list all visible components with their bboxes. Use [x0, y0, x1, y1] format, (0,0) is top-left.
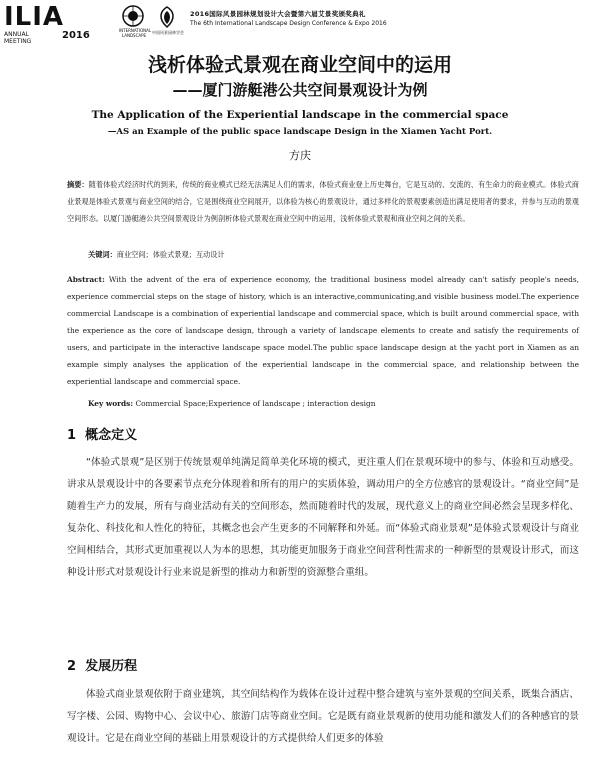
abstract-en-label: Abstract: — [67, 275, 105, 284]
conference-header — [0, 0, 600, 48]
paper-title-en: The Application of the Experiential landscape in the commercial space — [91, 109, 509, 121]
section-title: 概念定义 — [85, 428, 138, 443]
section-1-paragraph: “体验式景观”是区别于传统景观单纯满足简单美化环境的模式，更注重人们在景观环境中的参与、体验和互动感受。讲求从景观设计中的各要素节点充分体现着和所有的用户的实质体验，调动用户的全方位感官的景观设计。“商业空间”是随着生产力的发展，所有与商业活动有关的空间形态，然而随着时代的发展，现代意义上的商业空间必然会呈现多样化、复杂化、科技化和人性化的特征，其概念也会产生更多的不同解释和外延。而“体验式商业景观”是体验式景观设计与商业空间相结合，其形式更加重视以人为本的思想，其功能更加服务于商业空间营利性需求的一种新型的景观设计形式，而这种设计形式对景观设计行业来说是新型的推动力和新型的资源整合重组。 — [67, 457, 579, 578]
conference-emblem-icon — [122, 5, 144, 27]
society-emblem-icon — [154, 5, 180, 29]
conference-title-cn: 2016国际风景园林规划设计大会暨第六届艾景奖颁奖典礼 — [190, 10, 366, 18]
author-name: 方庆 — [289, 149, 311, 162]
keywords-cn-text: 商业空间；体验式景观；互动设计 — [116, 250, 225, 259]
keywords-en — [88, 399, 568, 408]
abstract-en — [67, 271, 579, 390]
ilia-logo-subtitle: ANNUAL MEETING — [4, 31, 32, 45]
abstract-cn-label: 摘要： — [67, 180, 89, 189]
ilia-logo-year: 2016 — [62, 30, 90, 41]
section-number: 2 — [67, 659, 77, 674]
keywords-en-text: Commercial Space;Experience of landscape ; interaction design — [135, 399, 376, 408]
paper-subtitle-en: —AS an Example of the public space landscape Design in the Xiamen Yacht Port. — [107, 127, 493, 137]
abstract-cn — [67, 176, 579, 227]
section-heading-2 — [67, 655, 137, 674]
society-emblem-caption: 中国风景园林学会 — [152, 30, 184, 35]
paper-subtitle-cn: ——厦门游艇港公共空间景观设计为例 — [172, 81, 428, 99]
paper-title-cn: 浅析体验式景观在商业空间中的运用 — [147, 54, 452, 76]
section-title: 发展历程 — [85, 659, 138, 674]
abstract-cn-text: 随着体验式经济时代的到来，传统的商业模式已经无法满足人们的需求，体验式商业登上历史舞台，它是互动的、交流的、有生命力的商业模式。体验式商业景观是体验式景观与商业空间的结合，它是围绕商业空间展开，以体验为核心的景观设计，通过多样化的景观要素创造出满足使用者的要求，并参与互动的景观空间形态。以厦门游艇港公共空间景观设计为例剖析体验式景观在商业空间中的运用，浅析体验式景观和商业空间之间的关系。 — [67, 180, 579, 223]
keywords-cn — [88, 250, 568, 260]
keywords-cn-label: 关键词： — [88, 250, 117, 259]
conference-title-en: The 6th International Landscape Design Conference & Expo 2016 — [190, 20, 387, 27]
emblem-caption: INTERNATIONAL LANDSCAPE — [119, 28, 152, 38]
ilia-logo: ILIA — [4, 2, 65, 32]
section-heading-1 — [67, 424, 137, 443]
section-number: 1 — [67, 428, 77, 443]
abstract-en-text: With the advent of the era of experience economy, the traditional business model already can't satisfy people's needs, experience commercial steps on the stage of history, which is an interactive,communicating,and visible business model.The experience commercial Landscape is a combination of experiential landscape and commercial space, which is built around commercial space, with the experience as the core of landscape design, through a variety of landscape elements to create and satisfy the requirements of users, and participate in the interactive landscape space model.The public space landscape design at the yacht port in Xiamen as an example simply analyses the application of the experiential landscape in the commercial space, and relationship between the experiential landscape and commercial space. — [67, 275, 579, 386]
keywords-en-label: Key words: — [88, 399, 134, 408]
section-2-paragraph: 体验式商业景观依附于商业建筑，其空间结构作为载体在设计过程中整合建筑与室外景观的空间关系，既集合酒店、写字楼、公园、购物中心、会议中心、旅游门店等商业空间。它是既有商业景观新的使用功能和激发人们的各种感官的景观设计。它是在商业空间的基础上用景观设计的方式提供给人们更多的体验 — [67, 689, 579, 744]
